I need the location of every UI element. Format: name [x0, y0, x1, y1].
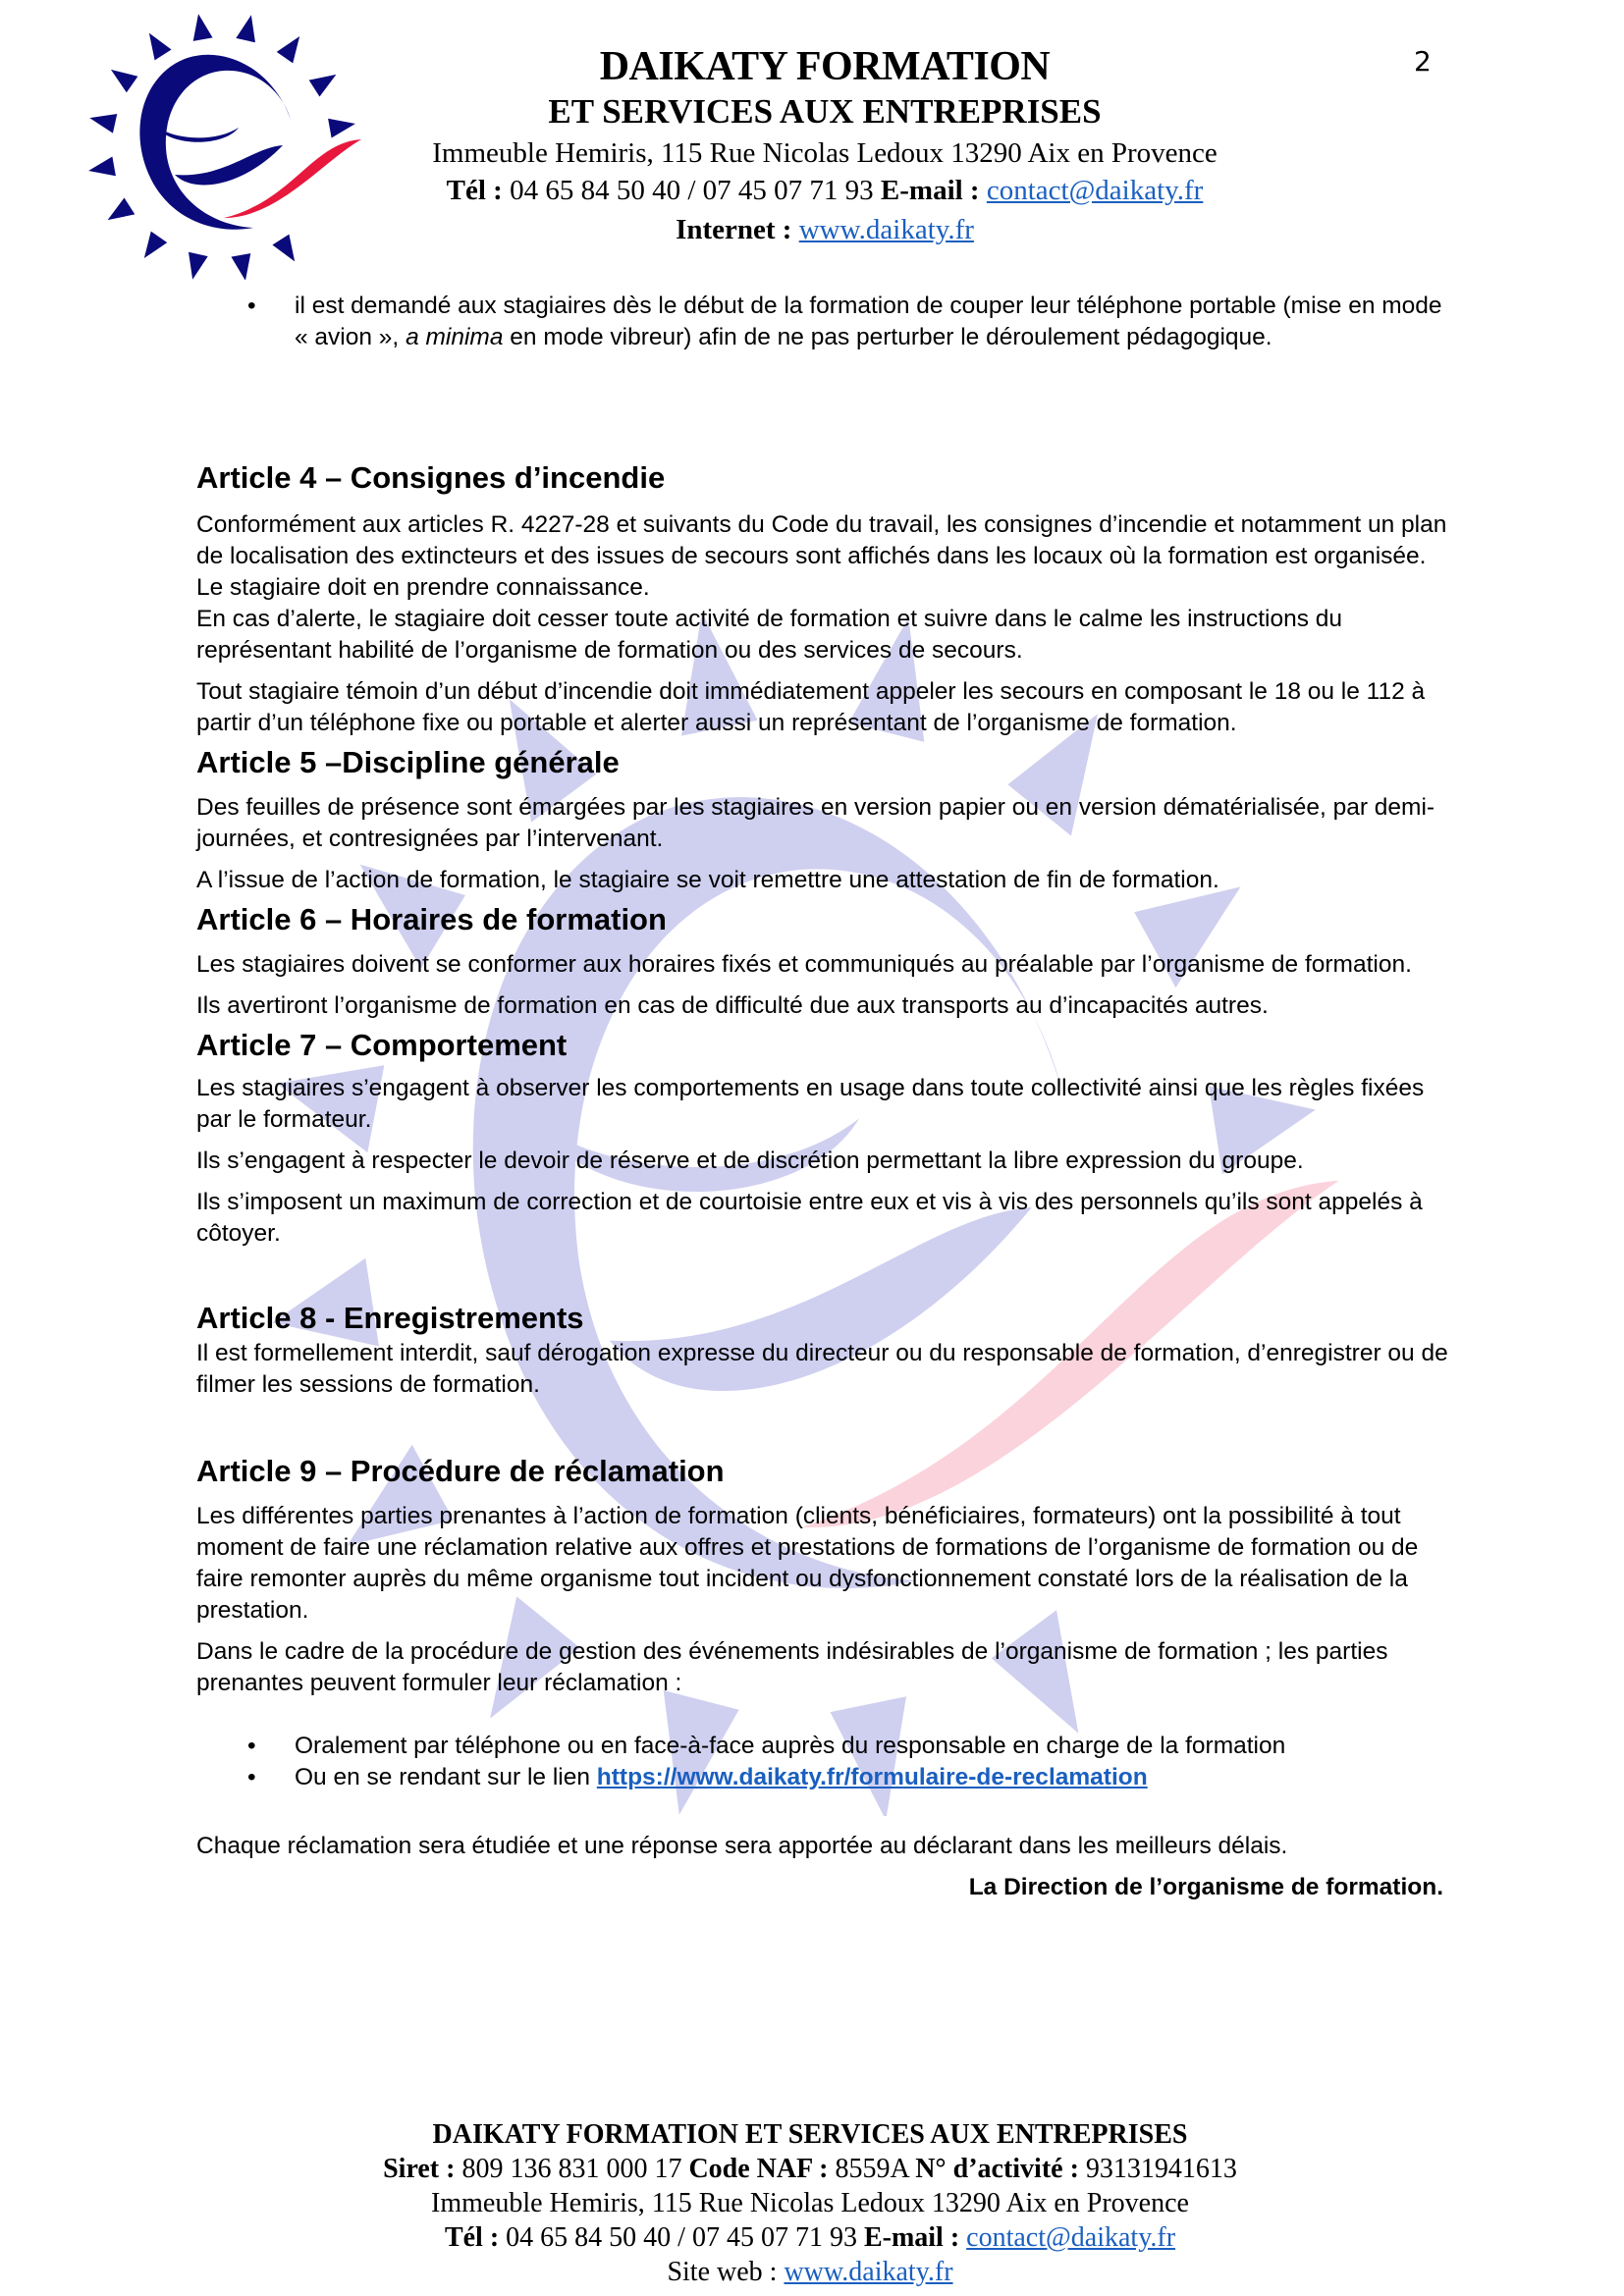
logo-sun-ray: [111, 70, 137, 92]
header-internet-label: Internet :: [676, 214, 792, 245]
intro-text-after: en mode vibreur) afin de ne pas perturber le déroulement pédagogique.: [503, 324, 1272, 350]
claim-method-text: Ou en se rendant sur le lien: [295, 1764, 597, 1790]
article-7-paragraph: Les stagiaires s’engagent à observer les comportements en usage dans toute collectivité ainsi que les règles fixées par le formateur.: [196, 1075, 1425, 1133]
logo-wave-2: [175, 145, 283, 185]
footer-site-label: Site web :: [667, 2257, 785, 2287]
footer-website-line: [295, 2255, 1326, 2289]
bullet-icon: •: [247, 1764, 256, 1790]
page-number: 2: [1414, 45, 1432, 78]
header-website-link[interactable]: www.daikaty.fr: [798, 214, 974, 245]
logo-sun-ray: [277, 36, 299, 63]
logo-sun-rays: [88, 14, 355, 280]
footer-contact-line: [295, 2220, 1326, 2255]
logo-sun-ray: [149, 33, 172, 61]
footer-activity-label: N° d’activité :: [915, 2154, 1079, 2184]
article-5-paragraph: Des feuilles de présence sont émargées par les stagiaires en version papier ou en version dématérialisée, par demi-journées, et contresignées par l’intervenant.: [196, 794, 1435, 852]
footer-siret-value: 809 136 831 000 17: [455, 2154, 689, 2184]
article-5-paragraph: A l’issue de l’action de formation, le stagiaire se voit remettre une attestation de fin de formation.: [196, 867, 1219, 893]
header-contact-line: [334, 175, 1316, 207]
footer: [295, 2117, 1326, 2289]
article-6-paragraph: Ils avertiront l’organisme de formation en cas de difficulté due aux transports au d’incapacités autres.: [196, 992, 1269, 1019]
logo-wave-1: [155, 126, 239, 142]
footer-registration-line: [295, 2152, 1326, 2186]
bullet-icon: •: [247, 1733, 256, 1759]
footer-siret-label: Siret :: [383, 2154, 456, 2184]
logo-sun-ray: [193, 14, 213, 41]
article-7-paragraph: Ils s’imposent un maximum de correction et de courtoisie entre eux et vis à vis des personnels qu’ils sont appelés à côtoyer.: [196, 1189, 1423, 1247]
footer-activity-value: 93131941613: [1078, 2154, 1237, 2184]
claim-methods-list: [196, 1731, 1453, 1793]
intro-text-italic: a minima: [406, 324, 504, 350]
logo-sun-ray: [144, 232, 167, 258]
header-tel-label: Tél :: [446, 175, 503, 206]
header-tel-value: 04 65 84 50 40 / 07 45 07 71 93: [502, 175, 881, 206]
logo-sun-ray: [309, 75, 337, 97]
footer-naf-value: 8559A: [828, 2154, 916, 2184]
article-6-title: Article 6 – Horaires de formation: [196, 902, 667, 936]
footer-naf-label: Code NAF :: [688, 2154, 829, 2184]
footer-website-link[interactable]: www.daikaty.fr: [784, 2257, 953, 2287]
logo-sun-ray: [88, 156, 116, 176]
list-item: [196, 1731, 1453, 1762]
article-4-paragraph: Conformément aux articles R. 4227-28 et suivants du Code du travail, les consignes d’incendie et notamment un plan de localisation des extincteurs et des issues de secours sont affichés dans les locaux où la formation est organisée. Le stagiaire doit en prendre connaissance.: [196, 511, 1447, 601]
header-address: Immeuble Hemiris, 115 Rue Nicolas Ledoux 13290 Aix en Provence: [432, 137, 1218, 169]
article-7-title: Article 7 – Comportement: [196, 1028, 568, 1062]
logo-sun-ray: [89, 114, 117, 133]
header-email-link[interactable]: contact@daikaty.fr: [986, 175, 1204, 206]
intro-bullet-list: [196, 291, 1453, 353]
article-4-title: Article 4 – Consignes d’incendie: [196, 460, 666, 495]
article-9-paragraph: Les différentes parties prenantes à l’action de formation (clients, bénéficiaires, formateurs) ont la possibilité à tout moment de faire une réclamation relative aux offres et prestations de formations de l’organisme de formation ou de faire remonter auprès du même organisme tout incident ou dysfonctionnement constaté lors de la réalisation de la prestation.: [196, 1503, 1419, 1624]
header-internet-line: [334, 214, 1316, 246]
list-item: [196, 291, 1453, 353]
claim-method-text: Oralement par téléphone ou en face-à-face auprès du responsable en charge de la formation: [295, 1733, 1286, 1759]
header-email-label: E-mail :: [880, 175, 980, 206]
header-company-name: DAIKATY FORMATION: [599, 44, 1051, 89]
intro-text-before: il est demandé aux stagiaires dès le début de la formation de couper leur téléphone portable (mise en mode « avion »,: [295, 293, 1442, 350]
footer-tel-value: 04 65 84 50 40 / 07 45 07 71 93: [499, 2222, 864, 2253]
footer-company-name: DAIKATY FORMATION ET SERVICES AUX ENTREPRISES: [432, 2119, 1188, 2150]
bullet-icon: •: [247, 293, 256, 319]
article-8-paragraph: Il est formellement interdit, sauf dérogation expresse du directeur ou du responsable de formation, d’enregistrer ou de filmer les sessions de formation.: [196, 1340, 1448, 1398]
article-4-paragraph: Tout stagiaire témoin d’un début d’incendie doit immédiatement appeler les secours en composant le 18 ou le 112 à partir d’un téléphone fixe ou portable et alerter aussi un représentant de l’organisme de formation.: [196, 678, 1426, 736]
logo-sun-ray: [236, 15, 255, 42]
footer-tel-label: Tél :: [444, 2222, 500, 2253]
article-8-title: Article 8 - Enregistrements: [196, 1301, 584, 1335]
logo-sun-ray: [272, 235, 295, 262]
list-item: [196, 1762, 1453, 1793]
article-9-title: Article 9 – Procédure de réclamation: [196, 1454, 725, 1488]
article-4-paragraph: En cas d’alerte, le stagiaire doit cesser toute activité de formation et suivre dans le calme les instructions du représentant habilité de l’organisme de formation ou des services de secours.: [196, 606, 1343, 664]
article-9-paragraph: Dans le cadre de la procédure de gestion des événements indésirables de l’organisme de formation ; les parties prenantes peuvent formuler leur réclamation :: [196, 1638, 1388, 1696]
article-6-paragraph: Les stagiaires doivent se conformer aux horaires fixés et communiqués au préalable par l’organisme de formation.: [196, 951, 1412, 978]
signature: La Direction de l’organisme de formation.: [968, 1874, 1443, 1900]
header-company-subtitle: ET SERVICES AUX ENTREPRISES: [548, 92, 1102, 131]
footer-email-label: E-mail :: [863, 2222, 960, 2253]
logo-sun-ray: [108, 197, 135, 220]
logo-sun-ray: [231, 253, 250, 280]
article-7-paragraph: Ils s’engagent à respecter le devoir de réserve et de discrétion permettant la libre expression du groupe.: [196, 1148, 1304, 1174]
footer-email-link[interactable]: contact@daikaty.fr: [966, 2222, 1176, 2253]
claim-form-link[interactable]: https://www.daikaty.fr/formulaire-de-reclamation: [596, 1764, 1148, 1790]
document-body: [196, 291, 1453, 1903]
article-9-closing: Chaque réclamation sera étudiée et une réponse sera apportée au déclarant dans les meilleurs délais.: [196, 1833, 1288, 1859]
article-5-title: Article 5 –Discipline générale: [196, 745, 620, 779]
footer-address: Immeuble Hemiris, 115 Rue Nicolas Ledoux 13290 Aix en Provence: [431, 2188, 1189, 2218]
logo-sun-ray: [189, 252, 208, 280]
